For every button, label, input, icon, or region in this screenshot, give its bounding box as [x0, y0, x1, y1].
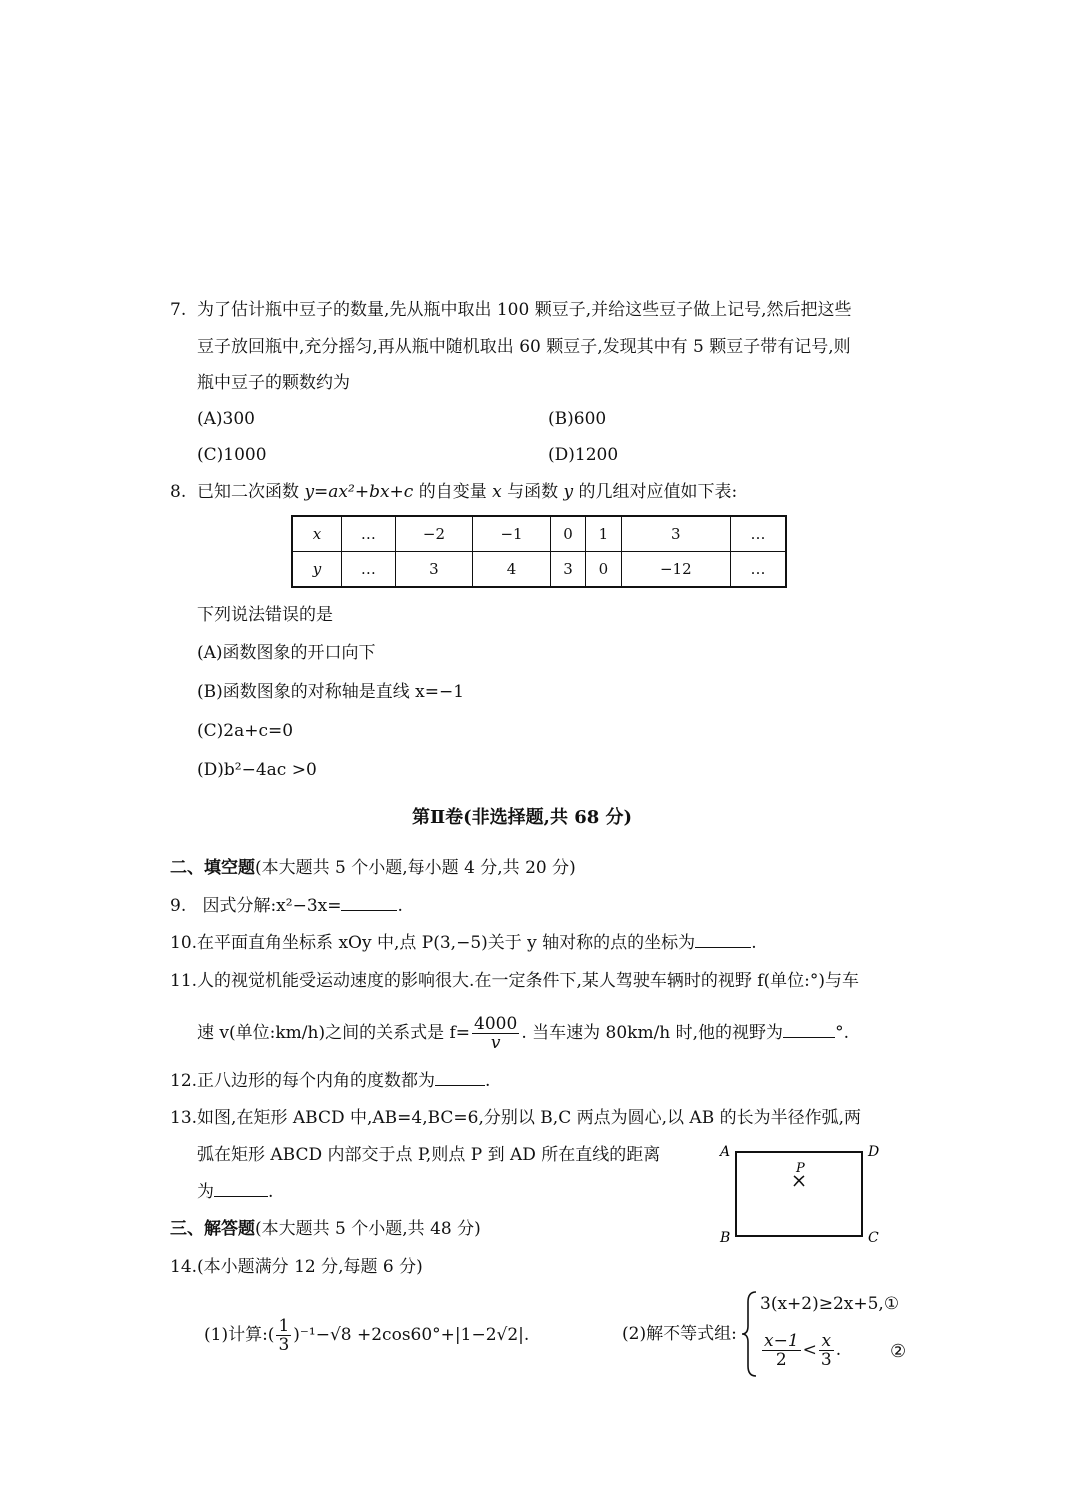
- q14-part1-expression: )⁻¹−√8 +2cos60°+|1−2√2|.: [293, 1325, 530, 1345]
- table-cell: 0: [586, 552, 621, 588]
- q12-text: 正八边形的每个内角的度数都为: [197, 1071, 436, 1091]
- table-header-x: x: [292, 516, 342, 552]
- q8-stem-b: 的自变量: [413, 482, 493, 502]
- table-cell: −2: [395, 516, 473, 552]
- inequality-brace: [740, 1290, 760, 1378]
- table-cell: −12: [621, 552, 731, 588]
- ineq2-right-numerator: x: [819, 1332, 834, 1351]
- table-cell: 3: [621, 516, 731, 552]
- q11-answer-blank: [783, 1021, 835, 1038]
- label-A: A: [720, 1144, 731, 1160]
- q11-text-a: 速 v(单位:km/h)之间的关系式是 f=: [197, 1023, 471, 1043]
- table-cell: …: [342, 516, 396, 552]
- q8-var-y: y: [563, 482, 574, 502]
- q9-end: .: [397, 896, 403, 916]
- table-cell: 4: [473, 552, 551, 588]
- q8-stem-c: 与函数: [501, 482, 564, 502]
- label-C: C: [868, 1230, 879, 1246]
- q11-number: 11.: [170, 971, 198, 991]
- q7-option-b: (B)600: [548, 409, 607, 429]
- section2-heading: [170, 856, 576, 880]
- q7-number: 7.: [170, 300, 187, 320]
- table-cell: …: [731, 516, 786, 552]
- section2-heading-bold: 二、填空题: [170, 858, 255, 878]
- q10-answer-blank: [695, 931, 751, 948]
- q7-option-d: (D)1200: [548, 445, 619, 465]
- q11-fraction: [472, 1015, 519, 1052]
- q14-frac-numerator: 1: [278, 1316, 290, 1336]
- q11-frac-denominator: v: [490, 1033, 501, 1053]
- label-P: P: [796, 1161, 805, 1176]
- q11-line2: [197, 1013, 849, 1053]
- q8-option-c: (C)2a+c=0: [197, 721, 294, 741]
- q14-part1-label: (1)计算:(: [204, 1325, 275, 1345]
- q7-text-line1: 为了估计瓶中豆子的数量,先从瓶中取出 100 颗豆子,并给这些豆子做上记号,然后把这些: [197, 300, 852, 320]
- q14-number: 14.: [170, 1257, 198, 1277]
- section3-heading-bold: 三、解答题: [170, 1219, 255, 1239]
- q10-text: 在平面直角坐标系 xOy 中,点 P(3,−5)关于 y 轴对称的点的坐标为: [197, 933, 696, 953]
- q8-stem-a: 已知二次函数: [197, 482, 305, 502]
- q8-stem: [170, 480, 737, 504]
- q13-answer-blank: [214, 1180, 268, 1197]
- q8-formula: y=ax²+bx+c: [304, 482, 414, 502]
- ineq2-fraction-left: [762, 1332, 801, 1369]
- q14-inequality-1: 3(x+2)≥2x+5,①: [760, 1294, 900, 1314]
- q11-end: °.: [835, 1023, 849, 1043]
- q14-intro: [170, 1255, 423, 1279]
- table-row-x: [292, 516, 786, 552]
- ineq2-less-than: <: [802, 1340, 817, 1360]
- ineq2-left-denominator: 2: [775, 1350, 787, 1370]
- q7-option-a: (A)300: [197, 409, 255, 429]
- q13-rectangle-figure: [716, 1138, 886, 1250]
- table-cell: 1: [586, 516, 621, 552]
- q11-text-b: . 当车速为 80km/h 时,他的视野为: [521, 1023, 784, 1043]
- q8-number: 8.: [170, 482, 187, 502]
- table-cell: …: [342, 552, 396, 588]
- table-cell: 0: [550, 516, 585, 552]
- section3-heading-rest: (本大题共 5 个小题,共 48 分): [255, 1219, 481, 1239]
- q12-number: 12.: [170, 1071, 198, 1091]
- q8-option-a: (A)函数图象的开口向下: [197, 643, 376, 663]
- q14-part2-label: (2)解不等式组:: [622, 1324, 737, 1344]
- q10-end: .: [751, 933, 757, 953]
- q8-stem-d: 的几组对应值如下表:: [573, 482, 738, 502]
- q9: [170, 894, 403, 918]
- section2-heading-rest: (本大题共 5 个小题,每小题 4 分,共 20 分): [255, 858, 576, 878]
- q11-text-line1: 人的视觉机能受运动速度的影响很大.在一定条件下,某人驾驶车辆时的视野 f(单位:°)与车: [197, 971, 860, 991]
- q12-end: .: [485, 1071, 491, 1091]
- q14-inequality-2: [760, 1330, 841, 1370]
- ineq2-right-denominator: 3: [820, 1350, 832, 1370]
- table-row-y: [292, 552, 786, 588]
- label-B: B: [720, 1230, 731, 1246]
- q14-inequality-2-marker: ②: [890, 1341, 907, 1362]
- q11-frac-numerator: 4000: [474, 1014, 518, 1034]
- q9-number: 9.: [170, 896, 187, 916]
- q14-part1: [204, 1315, 529, 1355]
- label-D: D: [868, 1144, 880, 1160]
- q13-line2: 弧在矩形 ABCD 内部交于点 P,则点 P 到 AD 所在直线的距离: [197, 1145, 661, 1165]
- q12: [170, 1069, 490, 1093]
- q14-intro-text: (本小题满分 12 分,每题 6 分): [197, 1257, 423, 1277]
- q13-line3: [197, 1180, 273, 1204]
- section3-heading: [170, 1217, 481, 1241]
- table-header-y: y: [292, 552, 342, 588]
- q8-value-table: [291, 515, 787, 588]
- q8-var-x: x: [492, 482, 502, 502]
- section2-title: 第Ⅱ卷(非选择题,共 68 分): [412, 807, 633, 828]
- q7-line1: [170, 298, 852, 322]
- q13-number: 13.: [170, 1108, 198, 1128]
- arc-intersection-mark: [794, 1176, 804, 1186]
- ineq2-left-numerator: x−1: [764, 1331, 799, 1351]
- q13-text-line3: 为: [197, 1182, 214, 1202]
- q13-text-line1: 如图,在矩形 ABCD 中,AB=4,BC=6,分别以 B,C 两点为圆心,以 AB 的长为半径作弧,两: [197, 1108, 861, 1128]
- q10-number: 10.: [170, 933, 198, 953]
- q9-text: 因式分解:x²−3x=: [202, 896, 342, 916]
- q9-answer-blank: [341, 894, 397, 911]
- q11-line1: [170, 969, 859, 993]
- q14-part1-fraction: [276, 1317, 291, 1354]
- ineq2-period: .: [835, 1340, 842, 1360]
- q13-line1: [170, 1106, 861, 1130]
- q8-option-b: (B)函数图象的对称轴是直线 x=−1: [197, 682, 465, 702]
- table-cell: …: [731, 552, 786, 588]
- q7-line3: 瓶中豆子的颗数约为: [197, 373, 350, 393]
- q7-line2: 豆子放回瓶中,充分摇匀,再从瓶中随机取出 60 颗豆子,发现其中有 5 颗豆子带有记号,则: [197, 337, 851, 357]
- q7-option-c: (C)1000: [197, 445, 267, 465]
- q8-option-d: (D)b²−4ac >0: [197, 760, 317, 780]
- q10: [170, 931, 757, 955]
- q8-prompt: 下列说法错误的是: [197, 605, 333, 625]
- ineq2-fraction-right: [819, 1332, 834, 1369]
- q12-answer-blank: [435, 1069, 485, 1086]
- table-cell: −1: [473, 516, 551, 552]
- q13-end: .: [268, 1182, 274, 1202]
- table-cell: 3: [395, 552, 473, 588]
- table-cell: 3: [550, 552, 585, 588]
- q14-frac-denominator: 3: [278, 1335, 290, 1355]
